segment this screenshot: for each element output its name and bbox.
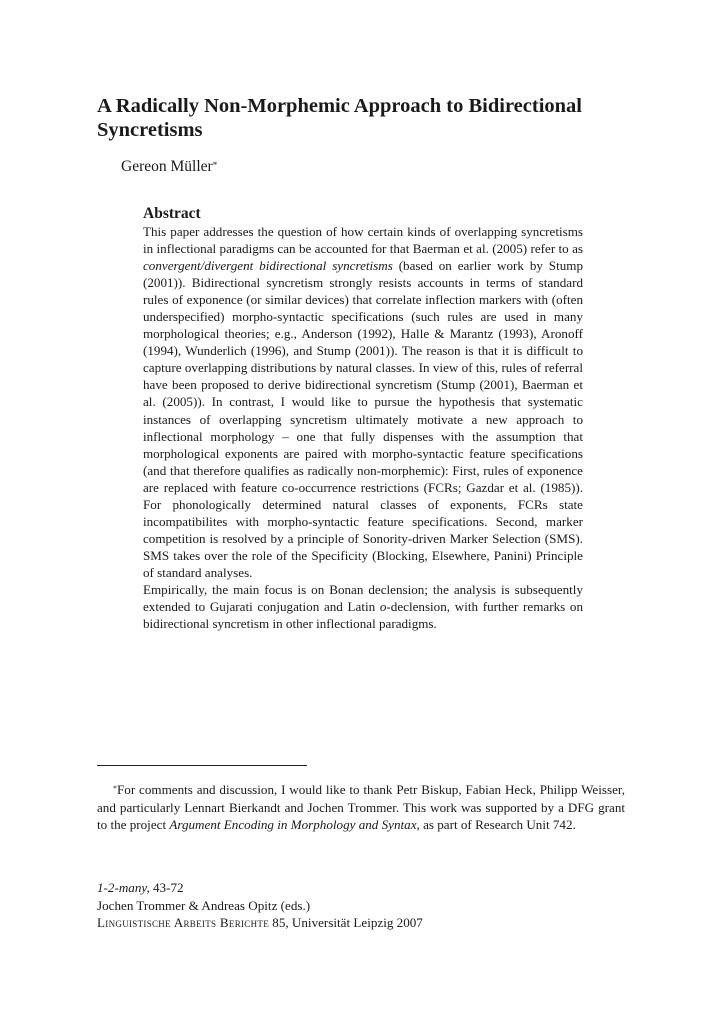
abstract-paragraph-1 <box>143 223 583 581</box>
author-line <box>121 157 217 177</box>
footnote-mark: * <box>113 784 117 793</box>
abstract-text-run: Empirically, the main focus is on Bonan declension; the analysis is subsequently extended to Gujarati conjugation and Latin <box>143 581 583 615</box>
footnote-text-run: , as part of Research Unit 742. <box>416 817 576 832</box>
editors-line: Jochen Trommer & Andreas Opitz (eds.) <box>97 897 311 913</box>
abstract-text-run: -declension, with further remarks on bidirectional syncretism in other inflectional paradigms. <box>143 599 583 632</box>
footnote-separator <box>97 765 307 766</box>
page-range: 43-72 <box>149 880 184 895</box>
series-details: 85, Universität Leipzig 2007 <box>269 915 423 930</box>
abstract-paragraph-2 <box>143 581 583 632</box>
footnote <box>97 781 625 834</box>
volume-line <box>97 879 637 897</box>
publication-info <box>97 879 637 932</box>
abstract-heading: Abstract <box>143 205 201 222</box>
author-name: Gereon Müller <box>121 158 213 175</box>
footnote-project-title: Argument Encoding in Morphology and Syntax <box>169 817 417 832</box>
abstract-italic-term: o <box>379 599 387 615</box>
author-footnote-mark: * <box>212 160 218 170</box>
abstract-body <box>143 223 583 632</box>
abstract-text-run: This paper addresses the question of how certain kinds of overlapping syncretisms in inflectional paradigms can be accounted for that Baerman et al. (2005) refer to as <box>143 224 583 257</box>
volume-title: 1-2-many, <box>97 880 150 895</box>
abstract-italic-term: convergent/divergent bidirectional syncretisms <box>143 258 393 274</box>
series-name: Linguistische Arbeits Berichte <box>97 915 270 930</box>
series-line <box>97 914 637 932</box>
paper-title: A Radically Non-Morphemic Approach to Bidirectional Syncretisms <box>97 95 582 141</box>
abstract-text-run: (based on earlier work by Stump (2001)). Bidirectional syncretism strongly resists accounts in terms of standard rules of exponence (or similar devices) that correlate inflection markers with (often underspecified) morpho-syntactic specifications (such rules are used in many morphological theories; e.g., Anderson (1992), Halle & Marantz (1993), Aronoff (1994), Wunderlich (1996), and Stump (2001)). The reason is that it is difficult to capture overlapping distributions by natural classes. In view of this, rules of referral have been proposed to derive bidirectional syncretism (Stump (2001), Baerman et al. (2005)). In contrast, I would like to pursue the hypothesis that systematic instances of overlapping syncretism ultimately motivate a new approach to inflectional morphology – one that fully dispenses with the assumption that morphological exponents are paired with morpho-syntactic feature specifications (and that therefore qualifies as radically non-morphemic): First, rules of exponence are replaced with feature co-occurrence restrictions (FCRs; Gazdar et al. (1985)). For phonologically determined natural classes of exponents, FCRs state incompatibilites with morpho-syntactic feature specifications. Second, marker competition is resolved by a principle of Sonority-driven Marker Selection (SMS). SMS takes over the role of the Specificity (Blocking, Elsewhere, Panini) Principle of standard analyses. <box>143 258 583 580</box>
footnote-text-run: For comments and discussion, I would like to thank Petr Biskup, Fabian Heck, Philipp Weisser, and particularly Lennart Bierkandt and Jochen Trommer. This work was supported by a DFG grant to the project <box>97 782 625 832</box>
